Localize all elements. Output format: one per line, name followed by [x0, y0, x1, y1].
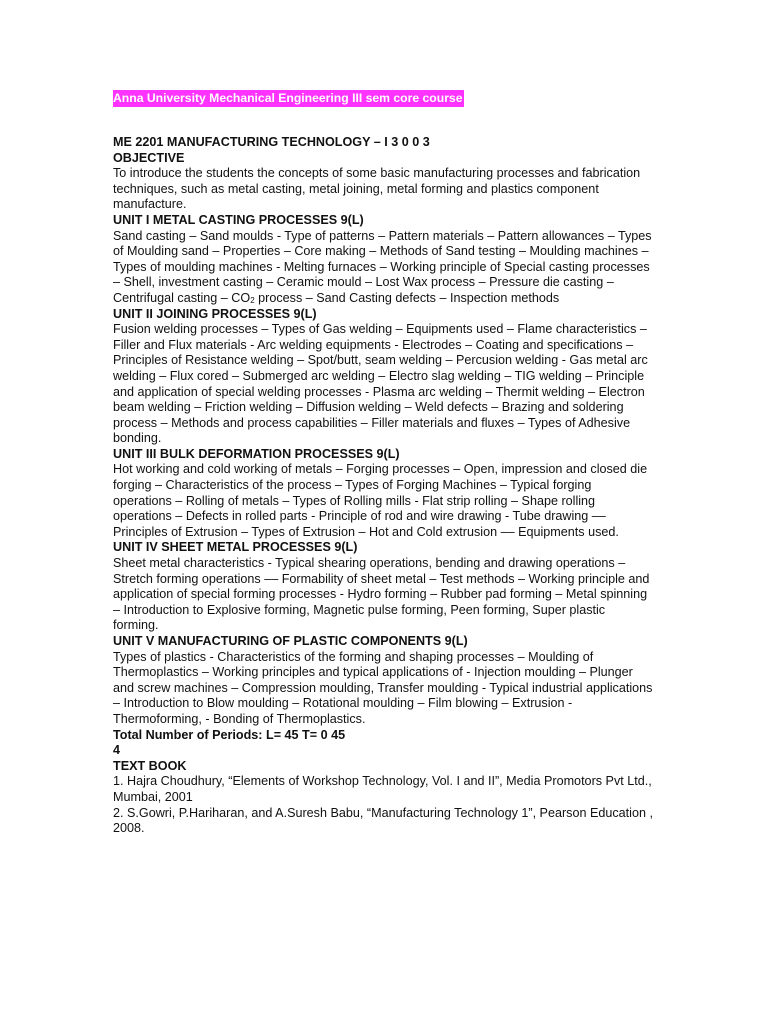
textbook-item-2: 2. S.Gowri, P.Hariharan, and A.Suresh Babu, “Manufacturing Technology 1”, Pearson Education , 2008.	[113, 805, 653, 836]
unit-2-heading: UNIT II JOINING PROCESSES 9(L)	[113, 306, 317, 321]
unit-4-text: Sheet metal characteristics - Typical shearing operations, bending and drawing operations – Stretch forming operations –– Formability of sheet metal – Test methods – Working principle and application of special forming processes - Hydro forming – Rubber pad forming – Metal spinning – Introduction to Explosive forming, Magnetic pulse forming, Peen forming, Super plastic forming.	[113, 556, 650, 633]
page-number: 4	[113, 743, 121, 758]
unit-4-heading: UNIT IV SHEET METAL PROCESSES 9(L)	[113, 540, 358, 555]
unit-1-co2-subscript: 2	[250, 295, 255, 305]
document-page	[113, 89, 653, 837]
textbook-heading: TEXT BOOK	[113, 758, 187, 773]
total-periods: Total Number of Periods: L= 45 T= 0 45	[113, 727, 346, 742]
unit-2-text: Fusion welding processes – Types of Gas welding – Equipments used – Flame characteristics – Filler and Flux materials - Arc welding equipments - Electrodes – Coating and specifications – Principles of Resistance welding – Spot/butt, seam welding – Percusion welding - Gas metal arc welding – Flux cored – Submerged arc welding – Electro slag welding – TIG welding – Principle and application of special welding processes - Plasma arc welding – Thermit welding – Electron beam welding – Friction welding – Diffusion welding – Weld defects – Brazing and soldering process – Methods and process capabilities – Filler materials and fluxes – Types of Adhesive bonding.	[113, 322, 648, 446]
unit-5-heading: UNIT V MANUFACTURING OF PLASTIC COMPONENTS 9(L)	[113, 634, 468, 648]
highlighted-banner: Anna University Mechanical Engineering III sem core course	[113, 91, 463, 105]
unit-1-text	[113, 229, 653, 307]
unit-1-text-part-b: process – Sand Casting defects – Inspection methods	[254, 290, 560, 305]
unit-3-heading: UNIT III BULK DEFORMATION PROCESSES 9(L)	[113, 446, 400, 461]
unit-5-text: Types of plastics - Characteristics of the forming and shaping processes – Moulding of Thermoplastics – Working principles and typical applications of - Injection moulding – Plunger and screw machines – Compression moulding, Transfer moulding - Typical industrial applications – Introduction to Blow moulding – Rotational moulding – Film blowing – Extrusion - Thermoforming, - Bonding of Thermoplastics.	[113, 649, 653, 726]
unit-1-heading: UNIT I METAL CASTING PROCESSES 9(L)	[113, 212, 364, 227]
textbook-item-1: 1. Hajra Choudhury, “Elements of Workshop Technology, Vol. I and II”, Media Promotors Pvt Ltd., Mumbai, 2001	[113, 774, 652, 804]
objective-text: To introduce the students the concepts of some basic manufacturing processes and fabrication techniques, such as metal casting, metal joining, metal forming and plastics component manufacture.	[113, 166, 641, 212]
objective-heading: OBJECTIVE	[113, 150, 185, 165]
unit-3-text: Hot working and cold working of metals – Forging processes – Open, impression and closed die forging – Characteristics of the process – Types of Forging Machines – Typical forging operations – Rolling of metals – Types of Rolling mills - Flat strip rolling – Shape rolling operations – Defects in rolled parts - Principle of rod and wire drawing - Tube drawing –– Principles of Extrusion – Types of Extrusion – Hot and Cold extrusion –– Equipments used.	[113, 462, 648, 539]
course-title: ME 2201 MANUFACTURING TECHNOLOGY – I 3 0 0 3	[113, 135, 430, 149]
unit-1-text-part-a: Sand casting – Sand moulds - Type of patterns – Pattern materials – Pattern allowances – Types of Moulding sand – Properties – Core making – Methods of Sand testing – Moulding machines – Types of moulding machines - Melting furnaces – Working principle of Special casting processes – Shell, investment casting – Ceramic mould – Lost Wax process – Pressure die casting – Centrifugal casting – CO	[113, 228, 652, 305]
banner-line	[113, 89, 653, 107]
